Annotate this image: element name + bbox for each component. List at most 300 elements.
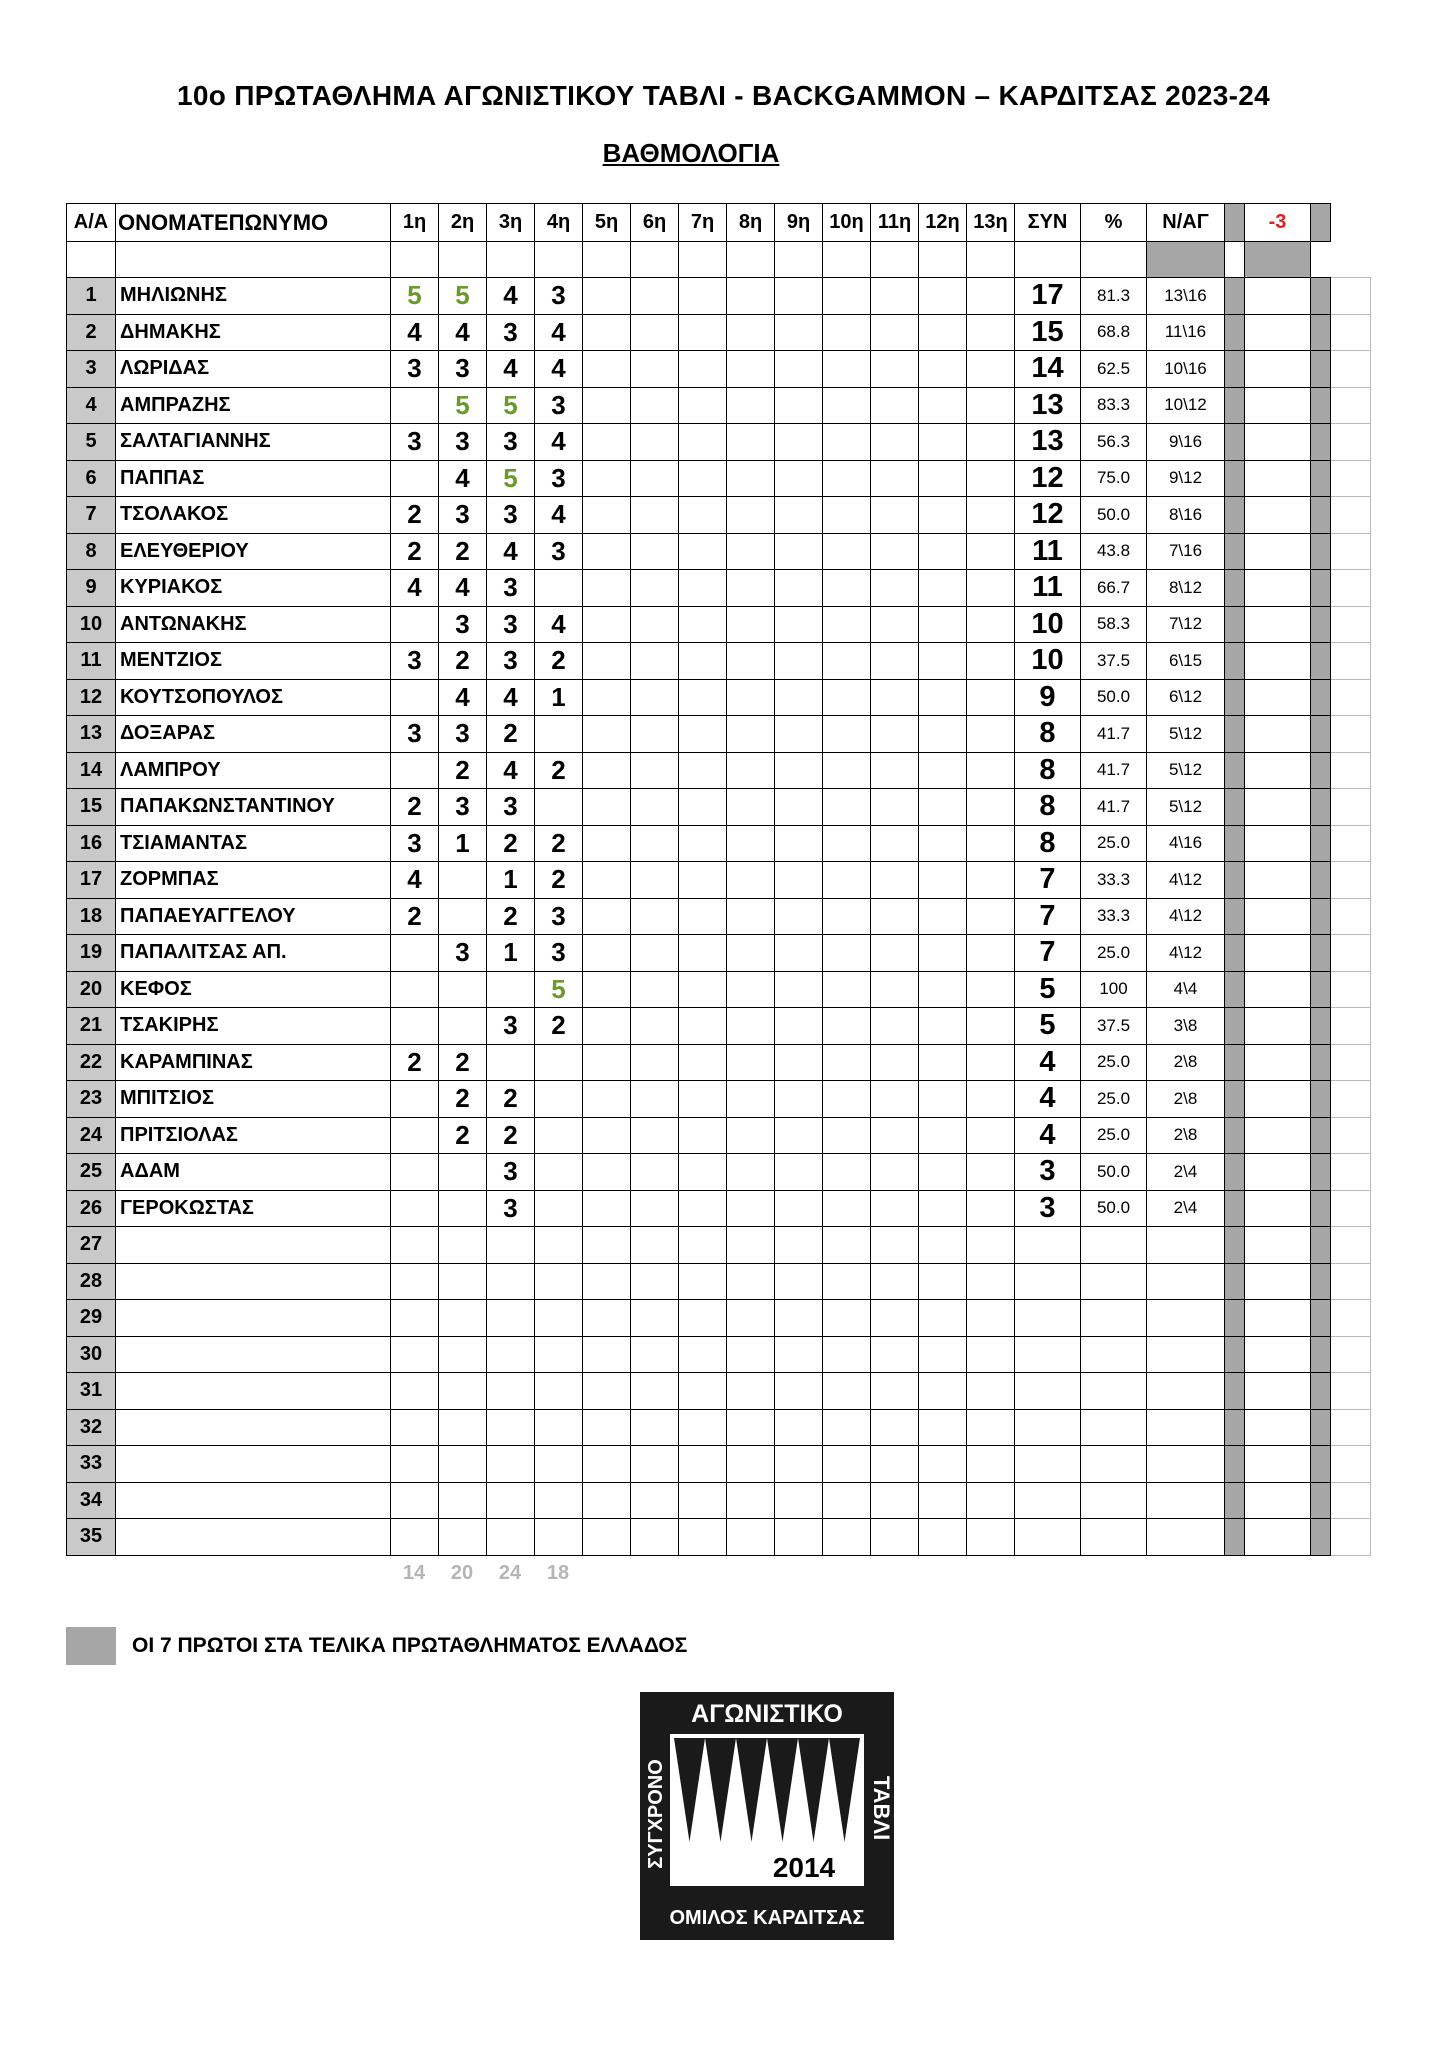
- round-score-empty: [679, 935, 727, 972]
- penalty-cell: [1245, 533, 1311, 570]
- round-score-empty: [823, 643, 871, 680]
- gray-marker: [1311, 1081, 1331, 1118]
- player-name: ΑΝΤΩΝΑΚΗΣ: [116, 606, 391, 643]
- penalty-cell: [1245, 497, 1311, 534]
- row-number: 27: [67, 1227, 116, 1264]
- penalty-cell: [1245, 1519, 1311, 1556]
- round-score-empty: [919, 1044, 967, 1081]
- round-score-empty: [679, 1409, 727, 1446]
- round-score-empty: [727, 460, 775, 497]
- wins-games: 9\16: [1147, 424, 1225, 461]
- logo-bottom-text: ΟΜΙΛΟΣ ΚΑΡΔΙΤΣΑΣ: [669, 1907, 865, 1929]
- round-score: [391, 1154, 439, 1191]
- gray-marker: [1311, 351, 1331, 388]
- round-score-empty: [871, 351, 919, 388]
- round-score-empty: [775, 1482, 823, 1519]
- spacer-gray-marker: [1245, 242, 1311, 278]
- player-name: ΖΟΡΜΠΑΣ: [116, 862, 391, 899]
- round-score: 3: [535, 278, 583, 315]
- round-score-empty: [727, 716, 775, 753]
- round-score-empty: [823, 570, 871, 607]
- player-name: [116, 1263, 391, 1300]
- round-score-empty: [631, 1446, 679, 1483]
- round-score-empty: [919, 1154, 967, 1191]
- wins-games: 5\12: [1147, 752, 1225, 789]
- table-row: [67, 1154, 1371, 1191]
- gray-marker: [1225, 789, 1245, 826]
- penalty-cell: [1245, 752, 1311, 789]
- total-points: [1015, 1336, 1081, 1373]
- round-score-empty: [967, 1409, 1015, 1446]
- gray-marker: [1311, 387, 1331, 424]
- round-score-empty: [583, 1446, 631, 1483]
- player-name: [116, 1446, 391, 1483]
- round-score: 3: [391, 643, 439, 680]
- header-round: 4η: [535, 204, 583, 242]
- round-score: 3: [535, 935, 583, 972]
- table-row: [67, 716, 1371, 753]
- wins-games: 8\12: [1147, 570, 1225, 607]
- round-score-empty: [823, 1409, 871, 1446]
- gray-marker: [1311, 570, 1331, 607]
- total-points: [1015, 1263, 1081, 1300]
- round-score-empty: [919, 1300, 967, 1337]
- round-score-empty: [631, 460, 679, 497]
- row-number: 21: [67, 1008, 116, 1045]
- round-score: 3: [487, 1154, 535, 1191]
- round-score-empty: [583, 278, 631, 315]
- table-row: [67, 1263, 1371, 1300]
- table-row: [67, 1519, 1371, 1556]
- wins-games: 13\16: [1147, 278, 1225, 315]
- gray-marker: [1311, 1008, 1331, 1045]
- round-score: 2: [535, 752, 583, 789]
- round-score-empty: [823, 1373, 871, 1410]
- outer-cell: [1331, 752, 1371, 789]
- round-score-empty: [871, 1227, 919, 1264]
- player-name: ΠΑΠΑΚΩΝΣΤΑΝΤΙΝΟΥ: [116, 789, 391, 826]
- gray-marker: [1311, 1044, 1331, 1081]
- outer-cell: [1331, 789, 1371, 826]
- round-score-empty: [583, 533, 631, 570]
- round-score: 4: [439, 460, 487, 497]
- wins-games: 4\12: [1147, 898, 1225, 935]
- total-points: 17: [1015, 278, 1081, 315]
- round-score-empty: [535, 1482, 583, 1519]
- round-score-empty: [727, 424, 775, 461]
- round-score-empty: [823, 752, 871, 789]
- wins-games: [1147, 1227, 1225, 1264]
- outer-cell: [1331, 1336, 1371, 1373]
- round-score-empty: [727, 497, 775, 534]
- round-score-empty: [967, 387, 1015, 424]
- player-name: ΚΑΡΑΜΠΙΝΑΣ: [116, 1044, 391, 1081]
- spacer-gray-marker: [1147, 242, 1225, 278]
- gray-marker: [1311, 679, 1331, 716]
- spacer-cell: [535, 242, 583, 278]
- outer-cell: [1331, 278, 1371, 315]
- legend-text: ΟΙ 7 ΠΡΩΤΟΙ ΣΤΑ ΤΕΛΙΚΑ ΠΡΩΤΑΘΛΗΜΑΤΟΣ ΕΛΛΑΔΟΣ: [132, 1634, 688, 1657]
- round-score-empty: [727, 825, 775, 862]
- round-score-empty: [631, 314, 679, 351]
- round-score-empty: [583, 862, 631, 899]
- header-outer: [1331, 204, 1371, 242]
- outer-cell: [1331, 1373, 1371, 1410]
- round-score-empty: [919, 1081, 967, 1118]
- header-gray-marker: [1225, 204, 1245, 242]
- spacer-cell: [583, 242, 631, 278]
- player-name: ΠΑΠΠΑΣ: [116, 460, 391, 497]
- round-score-empty: [679, 1482, 727, 1519]
- player-name: ΛΑΜΠΡΟΥ: [116, 752, 391, 789]
- outer-cell: [1331, 1263, 1371, 1300]
- total-points: 8: [1015, 825, 1081, 862]
- round-score: [439, 898, 487, 935]
- round-score-empty: [967, 752, 1015, 789]
- win-percent: 50.0: [1081, 1190, 1147, 1227]
- round-score-empty: [919, 606, 967, 643]
- round-score-empty: [679, 1300, 727, 1337]
- penalty-cell: [1245, 1190, 1311, 1227]
- wins-games: [1147, 1300, 1225, 1337]
- header-penalty: -3: [1245, 204, 1311, 242]
- round-score-empty: [583, 1227, 631, 1264]
- win-percent: 66.7: [1081, 570, 1147, 607]
- round-score-empty: [583, 1008, 631, 1045]
- table-row: [67, 606, 1371, 643]
- table-row: [67, 1117, 1371, 1154]
- round-score-empty: [967, 1300, 1015, 1337]
- win-percent: 41.7: [1081, 752, 1147, 789]
- round-score-empty: [583, 1336, 631, 1373]
- spacer-cell: [1015, 242, 1081, 278]
- wins-games: [1147, 1446, 1225, 1483]
- round-score-empty: [967, 1081, 1015, 1118]
- row-number: 10: [67, 606, 116, 643]
- outer-cell: [1331, 1044, 1371, 1081]
- outer-cell: [1331, 387, 1371, 424]
- round-score-empty: [775, 1081, 823, 1118]
- round-score-empty: [487, 1373, 535, 1410]
- round-score: 2: [487, 898, 535, 935]
- table-row: [67, 497, 1371, 534]
- gray-marker: [1311, 1117, 1331, 1154]
- round-score-empty: [391, 1409, 439, 1446]
- round-score: 3: [487, 1190, 535, 1227]
- header-round: 6η: [631, 204, 679, 242]
- round-score-empty: [727, 278, 775, 315]
- round-score-empty: [535, 1263, 583, 1300]
- round-score-empty: [967, 862, 1015, 899]
- round-score-empty: [871, 971, 919, 1008]
- round-score: 5: [487, 460, 535, 497]
- round-score-empty: [823, 1117, 871, 1154]
- round-score-empty: [775, 1409, 823, 1446]
- round-score-empty: [871, 898, 919, 935]
- player-name: [116, 1300, 391, 1337]
- round-score: 5: [391, 278, 439, 315]
- total-points: [1015, 1409, 1081, 1446]
- round-score-empty: [823, 278, 871, 315]
- round-score-empty: [967, 1190, 1015, 1227]
- gray-marker: [1225, 570, 1245, 607]
- club-logo: [640, 1692, 894, 1940]
- round-score: 2: [391, 1044, 439, 1081]
- round-score: [535, 1154, 583, 1191]
- round-score-empty: [487, 1300, 535, 1337]
- round-score: 4: [439, 314, 487, 351]
- round-score: [535, 1081, 583, 1118]
- total-points: 13: [1015, 424, 1081, 461]
- round-score-empty: [823, 1519, 871, 1556]
- spacer-cell: [967, 242, 1015, 278]
- round-score-empty: [823, 314, 871, 351]
- player-name: ΛΩΡΙΔΑΣ: [116, 351, 391, 388]
- gray-marker: [1311, 497, 1331, 534]
- round-score-empty: [679, 1081, 727, 1118]
- round-score-empty: [919, 1117, 967, 1154]
- table-row: [67, 1300, 1371, 1337]
- round-score: 3: [391, 424, 439, 461]
- round-score: [439, 862, 487, 899]
- gray-marker: [1311, 314, 1331, 351]
- gray-marker: [1311, 752, 1331, 789]
- total-points: 12: [1015, 460, 1081, 497]
- wins-games: 8\16: [1147, 497, 1225, 534]
- penalty-cell: [1245, 935, 1311, 972]
- round-score-empty: [919, 1227, 967, 1264]
- round-score: [535, 1117, 583, 1154]
- round-score-empty: [823, 679, 871, 716]
- row-number: 32: [67, 1409, 116, 1446]
- round-score-empty: [391, 1336, 439, 1373]
- round-score-empty: [919, 752, 967, 789]
- round-score-empty: [823, 1263, 871, 1300]
- outer-cell: [1331, 1081, 1371, 1118]
- table-row: [67, 862, 1371, 899]
- round-score: 4: [535, 497, 583, 534]
- table-row: [67, 1227, 1371, 1264]
- round-score-empty: [679, 570, 727, 607]
- round-score: [487, 1044, 535, 1081]
- round-score: 3: [487, 424, 535, 461]
- row-number: 35: [67, 1519, 116, 1556]
- round-score-empty: [823, 1190, 871, 1227]
- round-score-empty: [823, 935, 871, 972]
- win-percent: [1081, 1519, 1147, 1556]
- gray-marker: [1311, 1409, 1331, 1446]
- spacer-cell: [487, 242, 535, 278]
- win-percent: 37.5: [1081, 643, 1147, 680]
- penalty-cell: [1245, 898, 1311, 935]
- round-score-empty: [727, 1263, 775, 1300]
- round-score-empty: [631, 971, 679, 1008]
- outer-cell: [1331, 898, 1371, 935]
- round-score: [391, 971, 439, 1008]
- round-score: 2: [391, 497, 439, 534]
- table-row: [67, 971, 1371, 1008]
- round-score: 2: [391, 533, 439, 570]
- round-score-empty: [631, 716, 679, 753]
- legend-swatch: [66, 1627, 116, 1665]
- gray-marker: [1311, 825, 1331, 862]
- spacer-cell: [727, 242, 775, 278]
- round-total: 24: [498, 1562, 522, 1584]
- round-score-empty: [535, 1336, 583, 1373]
- wins-games: 2\8: [1147, 1117, 1225, 1154]
- round-score: 4: [391, 862, 439, 899]
- win-percent: 43.8: [1081, 533, 1147, 570]
- round-score-empty: [967, 971, 1015, 1008]
- table-row: [67, 1081, 1371, 1118]
- total-points: [1015, 1446, 1081, 1483]
- round-score-empty: [871, 1081, 919, 1118]
- round-score-empty: [871, 497, 919, 534]
- round-score-empty: [775, 898, 823, 935]
- gray-marker: [1225, 497, 1245, 534]
- document-subtitle: ΒΑΘΜΟΛΟΓΙΑ: [602, 138, 780, 168]
- table-row: [67, 570, 1371, 607]
- round-score-empty: [775, 1154, 823, 1191]
- round-score-empty: [823, 424, 871, 461]
- penalty-cell: [1245, 825, 1311, 862]
- round-score-empty: [967, 898, 1015, 935]
- row-number: 20: [67, 971, 116, 1008]
- round-score-empty: [919, 935, 967, 972]
- header-nag: Ν/ΑΓ: [1147, 204, 1225, 242]
- round-score: 3: [487, 643, 535, 680]
- gray-marker: [1225, 1190, 1245, 1227]
- round-score-empty: [727, 1446, 775, 1483]
- round-score-empty: [871, 606, 919, 643]
- gray-marker: [1225, 935, 1245, 972]
- round-score-empty: [967, 1336, 1015, 1373]
- round-score-empty: [823, 862, 871, 899]
- round-score-empty: [727, 570, 775, 607]
- round-score-empty: [679, 1154, 727, 1191]
- round-score-empty: [919, 789, 967, 826]
- round-score-empty: [871, 1482, 919, 1519]
- round-score: 4: [535, 351, 583, 388]
- round-score-empty: [679, 716, 727, 753]
- gray-marker: [1311, 1446, 1331, 1483]
- round-score-empty: [583, 1263, 631, 1300]
- row-number: 24: [67, 1117, 116, 1154]
- round-score-empty: [775, 862, 823, 899]
- win-percent: [1081, 1373, 1147, 1410]
- round-score-empty: [583, 825, 631, 862]
- round-score-empty: [919, 825, 967, 862]
- round-score: 2: [391, 898, 439, 935]
- total-points: 11: [1015, 570, 1081, 607]
- gray-marker: [1225, 387, 1245, 424]
- round-score-empty: [919, 1373, 967, 1410]
- round-score-empty: [871, 1373, 919, 1410]
- round-score-empty: [583, 351, 631, 388]
- penalty-cell: [1245, 1409, 1311, 1446]
- win-percent: 41.7: [1081, 716, 1147, 753]
- gray-marker: [1311, 1373, 1331, 1410]
- round-score-empty: [679, 898, 727, 935]
- round-score-empty: [727, 752, 775, 789]
- win-percent: 50.0: [1081, 497, 1147, 534]
- wins-games: 2\8: [1147, 1044, 1225, 1081]
- player-name: ΑΔΑΜ: [116, 1154, 391, 1191]
- header-round: 1η: [391, 204, 439, 242]
- round-score-empty: [679, 1190, 727, 1227]
- player-name: ΤΣΙΑΜΑΝΤΑΣ: [116, 825, 391, 862]
- round-score-empty: [775, 497, 823, 534]
- penalty-cell: [1245, 1154, 1311, 1191]
- penalty-cell: [1245, 1446, 1311, 1483]
- row-number: 1: [67, 278, 116, 315]
- round-score-empty: [919, 679, 967, 716]
- round-score-empty: [439, 1263, 487, 1300]
- round-score-empty: [967, 643, 1015, 680]
- outer-cell: [1331, 460, 1371, 497]
- round-score-empty: [391, 1446, 439, 1483]
- round-score-empty: [775, 606, 823, 643]
- row-number: 3: [67, 351, 116, 388]
- round-score-empty: [775, 278, 823, 315]
- header-round: 3η: [487, 204, 535, 242]
- round-score-empty: [727, 935, 775, 972]
- round-score-empty: [775, 752, 823, 789]
- round-score-empty: [679, 1044, 727, 1081]
- round-score-empty: [631, 278, 679, 315]
- penalty-cell: [1245, 1227, 1311, 1264]
- round-score-empty: [871, 1336, 919, 1373]
- penalty-cell: [1245, 1263, 1311, 1300]
- gray-marker: [1225, 1336, 1245, 1373]
- table-row: [67, 789, 1371, 826]
- table-row: [67, 1044, 1371, 1081]
- round-score-empty: [919, 1446, 967, 1483]
- player-name: [116, 1519, 391, 1556]
- player-name: ΠΡΙΤΣΙΟΛΑΣ: [116, 1117, 391, 1154]
- round-score: [391, 1081, 439, 1118]
- round-score-empty: [871, 1409, 919, 1446]
- header-row: [67, 204, 1371, 242]
- round-score-empty: [631, 1519, 679, 1556]
- round-score-empty: [967, 1117, 1015, 1154]
- round-score-empty: [919, 1336, 967, 1373]
- outer-cell: [1331, 1300, 1371, 1337]
- round-score-empty: [967, 1154, 1015, 1191]
- round-score-empty: [727, 387, 775, 424]
- round-score: 3: [535, 898, 583, 935]
- gray-marker: [1225, 1081, 1245, 1118]
- round-score-empty: [631, 752, 679, 789]
- round-score: [535, 1044, 583, 1081]
- header-round: 5η: [583, 204, 631, 242]
- round-score-empty: [919, 643, 967, 680]
- round-score-empty: [823, 1044, 871, 1081]
- round-score-empty: [391, 1482, 439, 1519]
- round-score-empty: [967, 314, 1015, 351]
- gray-marker: [1225, 1519, 1245, 1556]
- row-number: 23: [67, 1081, 116, 1118]
- player-name: ΤΣΟΛΑΚΟΣ: [116, 497, 391, 534]
- wins-games: [1147, 1409, 1225, 1446]
- round-score-empty: [679, 387, 727, 424]
- round-score-empty: [679, 1008, 727, 1045]
- round-score-empty: [967, 679, 1015, 716]
- outer-cell: [1331, 424, 1371, 461]
- round-score-empty: [967, 1227, 1015, 1264]
- round-score-empty: [679, 351, 727, 388]
- total-points: 13: [1015, 387, 1081, 424]
